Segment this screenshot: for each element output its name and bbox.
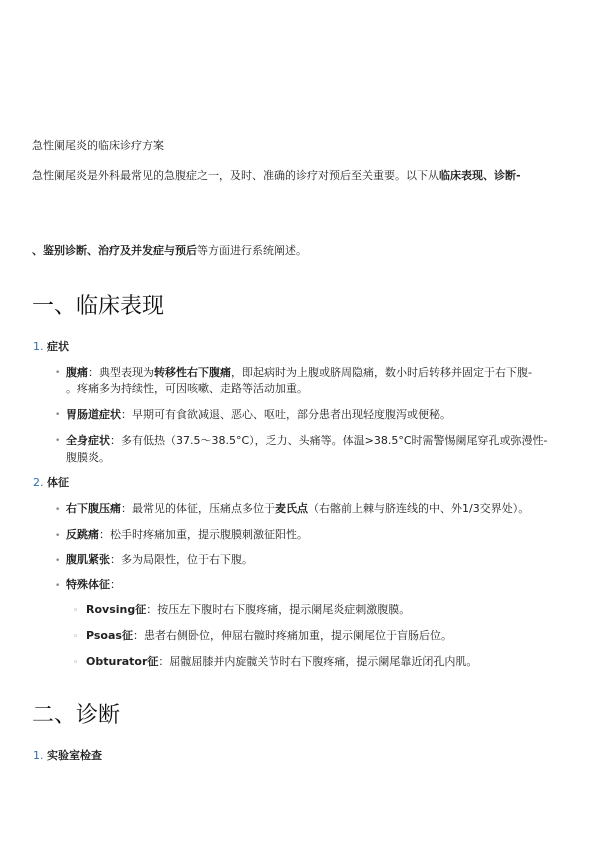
intro-cont-bold: 、鉴别诊断、治疗及并发症与预后 bbox=[32, 244, 197, 257]
bullet-text: ：松手时疼痛加重，提示腹膜刺激征阳性。 bbox=[99, 528, 308, 541]
list-item-title: 实验室检查 bbox=[47, 749, 102, 762]
bullet-term: 全身症状 bbox=[66, 434, 110, 447]
sub-term: Psoas征 bbox=[86, 629, 133, 642]
intro-continuation bbox=[32, 244, 307, 258]
list-number: 1. bbox=[33, 340, 44, 353]
bullet-dot: • bbox=[55, 556, 61, 566]
section-heading-diagnosis: 二、诊断 bbox=[32, 703, 121, 728]
bullet-term: 腹痛 bbox=[66, 366, 88, 379]
sub-bullet-circle: ◦ bbox=[73, 606, 79, 616]
sub-text: ：按压左下腹时右下腹疼痛，提示阑尾炎症刺激腹膜。 bbox=[146, 603, 411, 616]
bullet-text: ：典型表现为 bbox=[88, 366, 154, 379]
bullet-text: ：多有低热（37.5～38.5°C），乏力、头痛等。体温>38.5°C时需警惕阑尾穿孔或弥漫性- bbox=[110, 434, 548, 447]
list-item bbox=[66, 501, 529, 517]
bullet-text: ：最常见的体征，压痛点多位于 bbox=[121, 502, 275, 515]
list-item bbox=[66, 433, 548, 449]
list-item bbox=[66, 407, 451, 423]
sub-list-item bbox=[86, 628, 452, 644]
bullet-dot: • bbox=[55, 581, 61, 591]
bullet-dot: • bbox=[55, 531, 61, 541]
bullet-text: ，即起病时为上腹或脐周隐痛，数小时后转移并固定于右下腹- bbox=[231, 366, 532, 379]
sub-bullet-circle: ◦ bbox=[73, 658, 79, 668]
bullet-dot: • bbox=[55, 505, 61, 515]
bullet-text: ：多为局限性，位于右下腹。 bbox=[110, 553, 253, 566]
bullet-text-cont: 腹膜炎。 bbox=[66, 451, 110, 464]
list-item bbox=[66, 527, 308, 543]
intro-text: 急性阑尾炎是外科最常见的急腹症之一，及时、准确的诊疗对预后至关重要。以下从 bbox=[32, 169, 439, 182]
sub-bullet-circle: ◦ bbox=[73, 632, 79, 642]
bullet-term: 转移性右下腹痛 bbox=[154, 366, 231, 379]
sub-list-item bbox=[86, 602, 410, 618]
bullet-term: 特殊体征 bbox=[66, 578, 110, 591]
bullet-dot: • bbox=[55, 410, 61, 420]
sub-term: Rovsing征 bbox=[86, 603, 147, 616]
bullet-term: 腹肌紧张 bbox=[66, 553, 110, 566]
sub-text: ：患者右侧卧位，伸屈右髋时疼痛加重，提示阑尾位于盲肠后位。 bbox=[132, 629, 452, 642]
bullet-term: 胃肠道症状 bbox=[66, 408, 121, 421]
list-item-title: 体征 bbox=[47, 476, 69, 489]
bullet-text: ：早期可有食欲减退、恶心、呕吐，部分患者出现轻度腹泻或便秘。 bbox=[121, 408, 451, 421]
bullet-term: 反跳痛 bbox=[66, 528, 99, 541]
sub-text: ：屈髋屈膝并内旋髋关节时右下腹疼痛，提示阑尾靠近闭孔内肌。 bbox=[158, 655, 478, 668]
doc-title: 急性阑尾炎的临床诊疗方案 bbox=[32, 139, 164, 152]
bullet-text: （右髂前上棘与脐连线的中、外1/3交界处）。 bbox=[308, 502, 530, 515]
list-item bbox=[66, 365, 532, 381]
list-item bbox=[66, 577, 121, 593]
section-heading-clinical: 一、临床表现 bbox=[32, 294, 165, 319]
bullet-text: ： bbox=[110, 578, 121, 591]
list-number: 1. bbox=[33, 749, 44, 762]
bullet-dot: • bbox=[55, 436, 61, 446]
intro-cont-text: 等方面进行系统阐述。 bbox=[197, 244, 307, 257]
intro-bold: 临床表现、诊断- bbox=[439, 169, 521, 182]
intro-paragraph bbox=[32, 169, 521, 183]
sub-list-item bbox=[86, 654, 477, 670]
list-number: 2. bbox=[33, 476, 44, 489]
bullet-term: 麦氏点 bbox=[275, 502, 308, 515]
list-item-title: 症状 bbox=[47, 340, 69, 353]
bullet-term: 右下腹压痛 bbox=[66, 502, 121, 515]
bullet-dot: • bbox=[55, 368, 61, 378]
bullet-text-cont: 。疼痛多为持续性，可因咳嗽、走路等活动加重。 bbox=[66, 382, 308, 395]
sub-term: Obturator征 bbox=[86, 655, 159, 668]
list-item bbox=[66, 552, 253, 568]
